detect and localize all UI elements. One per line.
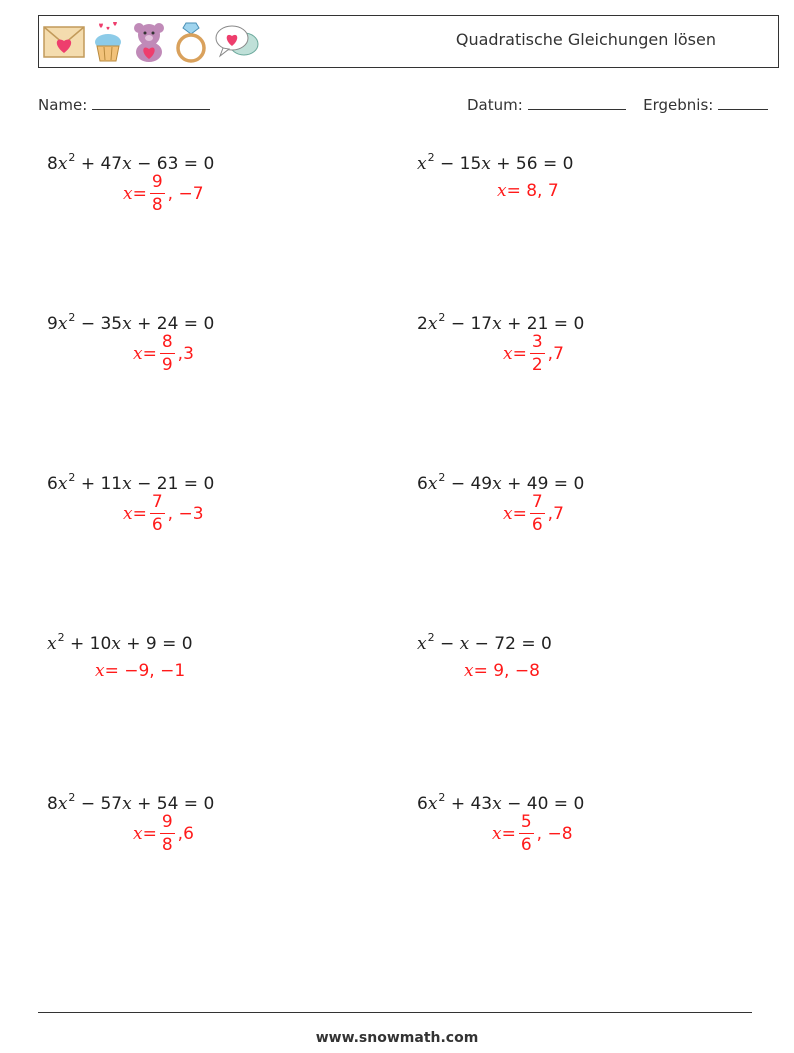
footer-divider xyxy=(38,1012,752,1013)
answer-fraction: $\frac{7}{6}$ xyxy=(151,492,163,535)
problem-equation: $x^2 + 10x + 9 = 0$ xyxy=(47,631,193,654)
answer-fraction: $\frac{8}{9}$ xyxy=(161,332,173,375)
answer-fraction: $\frac{9}{8}$ xyxy=(161,812,173,855)
date-result-fields xyxy=(467,94,768,114)
result-blank[interactable] xyxy=(718,94,768,110)
answer-fraction: $\frac{7}{6}$ xyxy=(531,492,543,535)
problem-equation: $6x^2 + 43x - 40 = 0$ xyxy=(417,791,585,814)
problem-answer: x = $\frac{5}{6}$ , −8 xyxy=(492,812,573,855)
problem-equation: $6x^2 + 11x - 21 = 0$ xyxy=(47,471,215,494)
worksheet-title: Quadratische Gleichungen lösen xyxy=(455,30,716,49)
date-blank[interactable] xyxy=(528,94,626,110)
problem-equation: $8x^2 + 47x - 63 = 0$ xyxy=(47,151,215,174)
answer-fraction: $\frac{5}{6}$ xyxy=(520,812,532,855)
worksheet-header xyxy=(38,15,779,68)
problem-answer: x = 8, 7 xyxy=(497,181,559,201)
problem-answer: x = −9, −1 xyxy=(95,661,186,681)
problem-equation: $x^2 - x - 72 = 0$ xyxy=(417,631,552,654)
problem-answer: x = $\frac{7}{6}$ ,7 xyxy=(503,492,564,535)
name-field xyxy=(38,94,210,114)
problem-answer: x = $\frac{9}{8}$ , −7 xyxy=(123,172,204,215)
cupcake-hearts-icon xyxy=(93,22,123,62)
teddy-bear-icon xyxy=(131,21,167,63)
header-icons xyxy=(43,21,259,63)
name-label: Name: xyxy=(38,96,88,114)
problem-equation: $9x^2 - 35x + 24 = 0$ xyxy=(47,311,215,334)
diamond-ring-icon xyxy=(175,21,207,63)
problem-answer: x = 9, −8 xyxy=(464,661,540,681)
problem-equation: $x^2 - 15x + 56 = 0$ xyxy=(417,151,574,174)
problem-equation: $6x^2 - 49x + 49 = 0$ xyxy=(417,471,585,494)
envelope-heart-icon xyxy=(43,24,85,60)
problem-equation: $8x^2 - 57x + 54 = 0$ xyxy=(47,791,215,814)
answer-fraction: $\frac{3}{2}$ xyxy=(531,332,543,375)
result-label: Ergebnis: xyxy=(643,96,714,114)
problem-answer: x = $\frac{7}{6}$ , −3 xyxy=(123,492,204,535)
date-label: Datum: xyxy=(467,96,523,114)
footer-url[interactable]: www.snowmath.com xyxy=(315,1030,479,1046)
problem-answer: x = $\frac{9}{8}$ ,6 xyxy=(133,812,194,855)
answer-fraction: $\frac{9}{8}$ xyxy=(151,172,163,215)
name-blank[interactable] xyxy=(92,94,210,110)
problem-equation: $2x^2 - 17x + 21 = 0$ xyxy=(417,311,585,334)
problem-answer: x = $\frac{8}{9}$ ,3 xyxy=(133,332,194,375)
speech-bubbles-heart-icon xyxy=(215,24,259,60)
problem-answer: x = $\frac{3}{2}$ ,7 xyxy=(503,332,564,375)
